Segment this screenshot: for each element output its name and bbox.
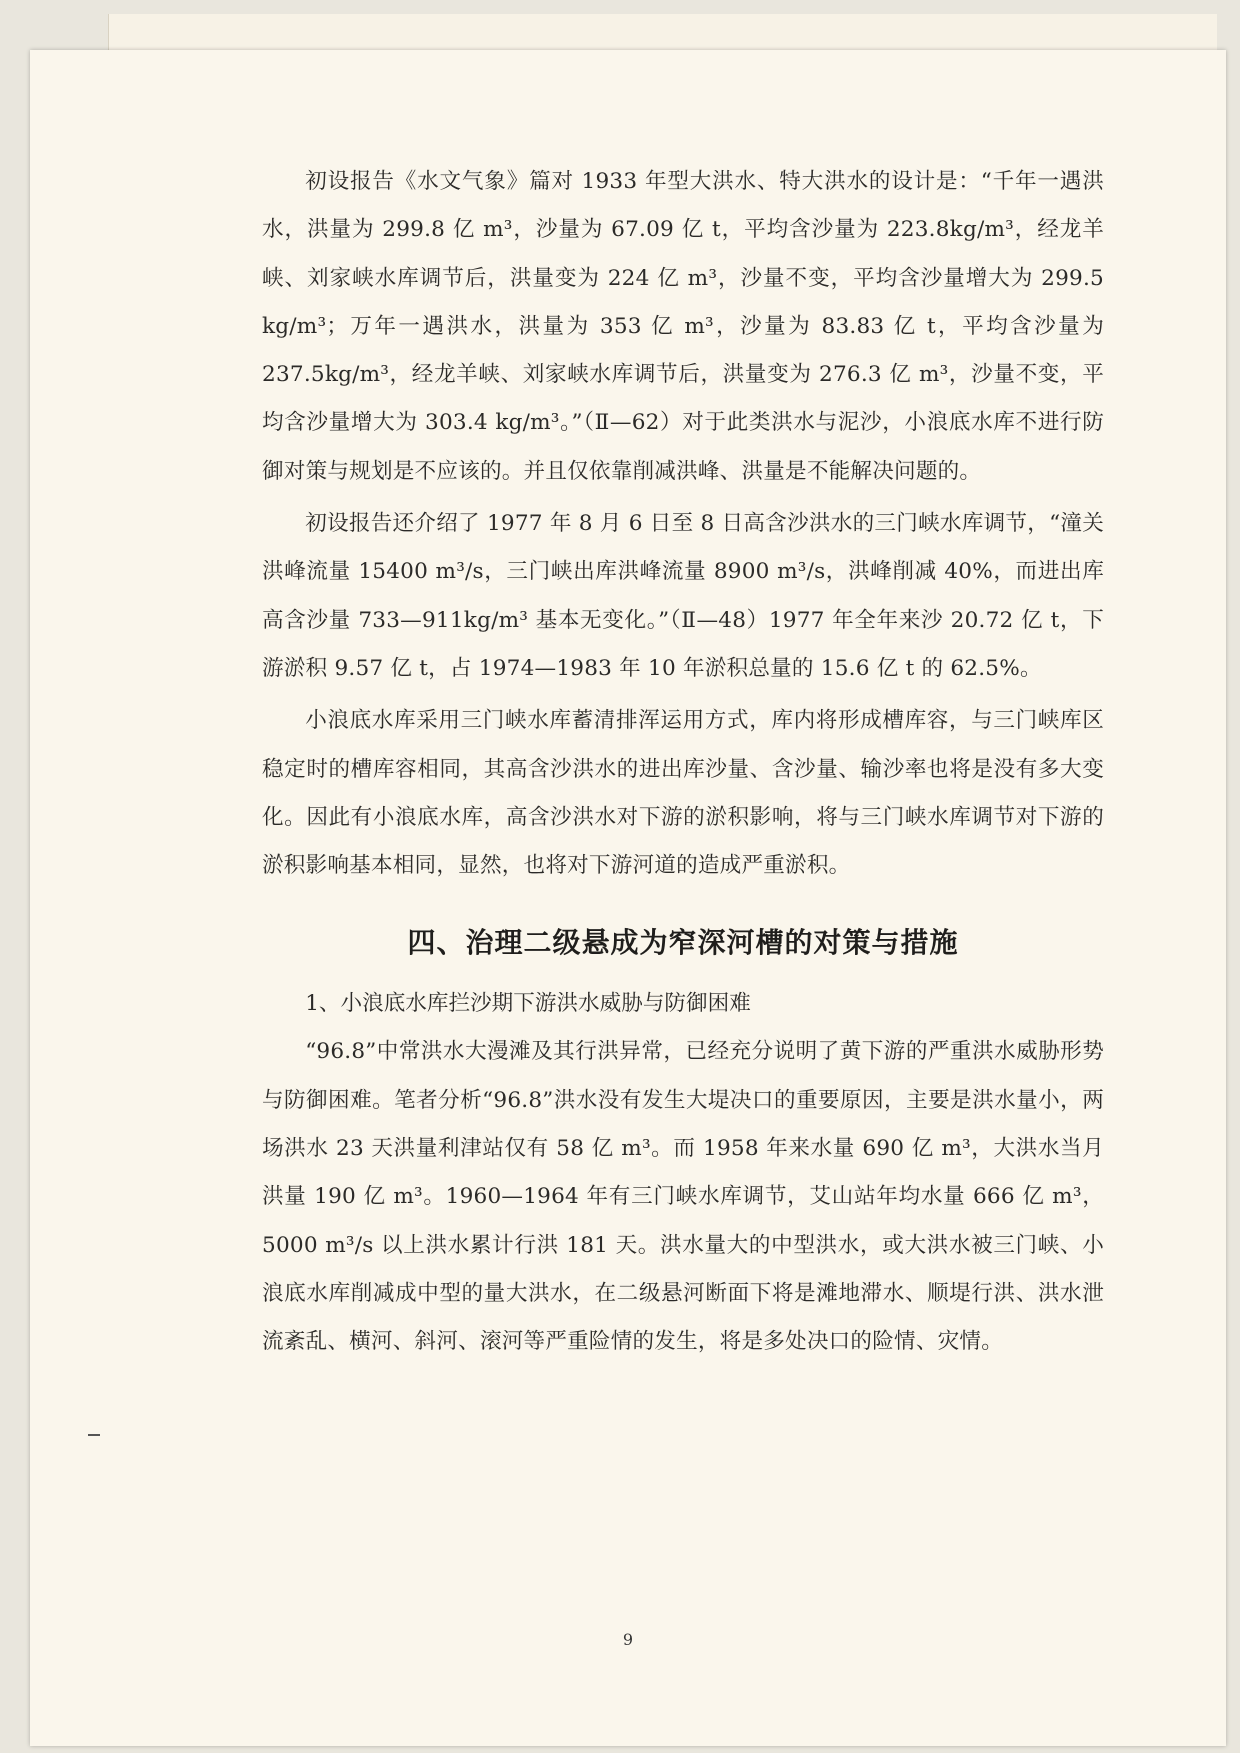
paragraph-1977-flood: 初设报告还介绍了 1977 年 8 月 6 日至 8 日高含沙洪水的三门峡水库调节，“潼关洪峰流量 15400 m³/s，三门峡出库洪峰流量 8900 m³/s，洪峰削减 40%，而进出库高含沙量 733—911kg/m³ 基本无变化。”（Ⅱ—48）1977 年全年来沙 20.72 亿 t，下游淤积 9.57 亿 t，占 1974—1983 年 10 年淤积总量的 15.6 亿 t 的 62.5%。: [262, 511, 1104, 681]
paragraph-design-flood: 初设报告《水文气象》篇对 1933 年型大洪水、特大洪水的设计是：“千年一遇洪水，洪量为 299.8 亿 m³，沙量为 67.09 亿 t，平均含沙量为 223.8kg/m³，经龙羊峡、刘家峡水库调节后，洪量变为 224 亿 m³，沙量不变，平均含沙量增大为 299.5 kg/m³；万年一遇洪水，洪量为 353 亿 m³，沙量为 83.83 亿 t，平均含沙量为 237.5kg/m³，经龙羊峡、刘家峡水库调节后，洪量变为 276.3 亿 m³，沙量不变，平均含沙量增大为 303.4 kg/m³。”（Ⅱ—62）对于此类洪水与泥沙，小浪底水库不进行防御对策与规划是不应该的。并且仅依靠削减洪峰、洪量是不能解决问题的。: [262, 169, 1104, 484]
document-page: [30, 50, 1226, 1746]
page-number: 9: [622, 1630, 634, 1649]
subsection-heading: 1、小浪底水库拦沙期下游洪水威胁与防御困难: [305, 991, 751, 1017]
page-content: [262, 158, 1104, 1367]
paragraph-xiaolangdi-operation: 小浪底水库采用三门峡水库蓄清排浑运用方式，库内将形成槽库容，与三门峡库区稳定时的槽库容相同，其高含沙洪水的进出库沙量、含沙量、输沙率也将是没有多大变化。因此有小浪底水库，高含沙洪水对下游的淤积影响，将与三门峡水库调节对下游的淤积影响基本相同，显然，也将对下游河道的造成严重淤积。: [262, 708, 1104, 879]
paragraph-96-8-flood: “96.8”中常洪水大漫滩及其行洪异常，已经充分说明了黄下游的严重洪水威胁形势与防御困难。笔者分析“96.8”洪水没有发生大堤决口的重要原因，主要是洪水量小，两场洪水 23 天洪量利津站仅有 58 亿 m³。而 1958 年来水量 690 亿 m³，大洪水当月洪量 190 亿 m³。1960—1964 年有三门峡水库调节，艾山站年均水量 666 亿 m³，5000 m³/s 以上洪水累计行洪 181 天。洪水量大的中型洪水，或大洪水被三门峡、小浪底水库削减成中型的量大洪水，在二级悬河断面下将是滩地滞水、顺堤行洪、洪水泄流紊乱、横河、斜河、滚河等严重险情的发生，将是多处决口的险情、灾情。: [262, 1039, 1104, 1355]
section-heading: 四、治理二级悬成为窄深河槽的对策与措施: [407, 926, 959, 960]
margin-mark: [88, 1434, 100, 1436]
